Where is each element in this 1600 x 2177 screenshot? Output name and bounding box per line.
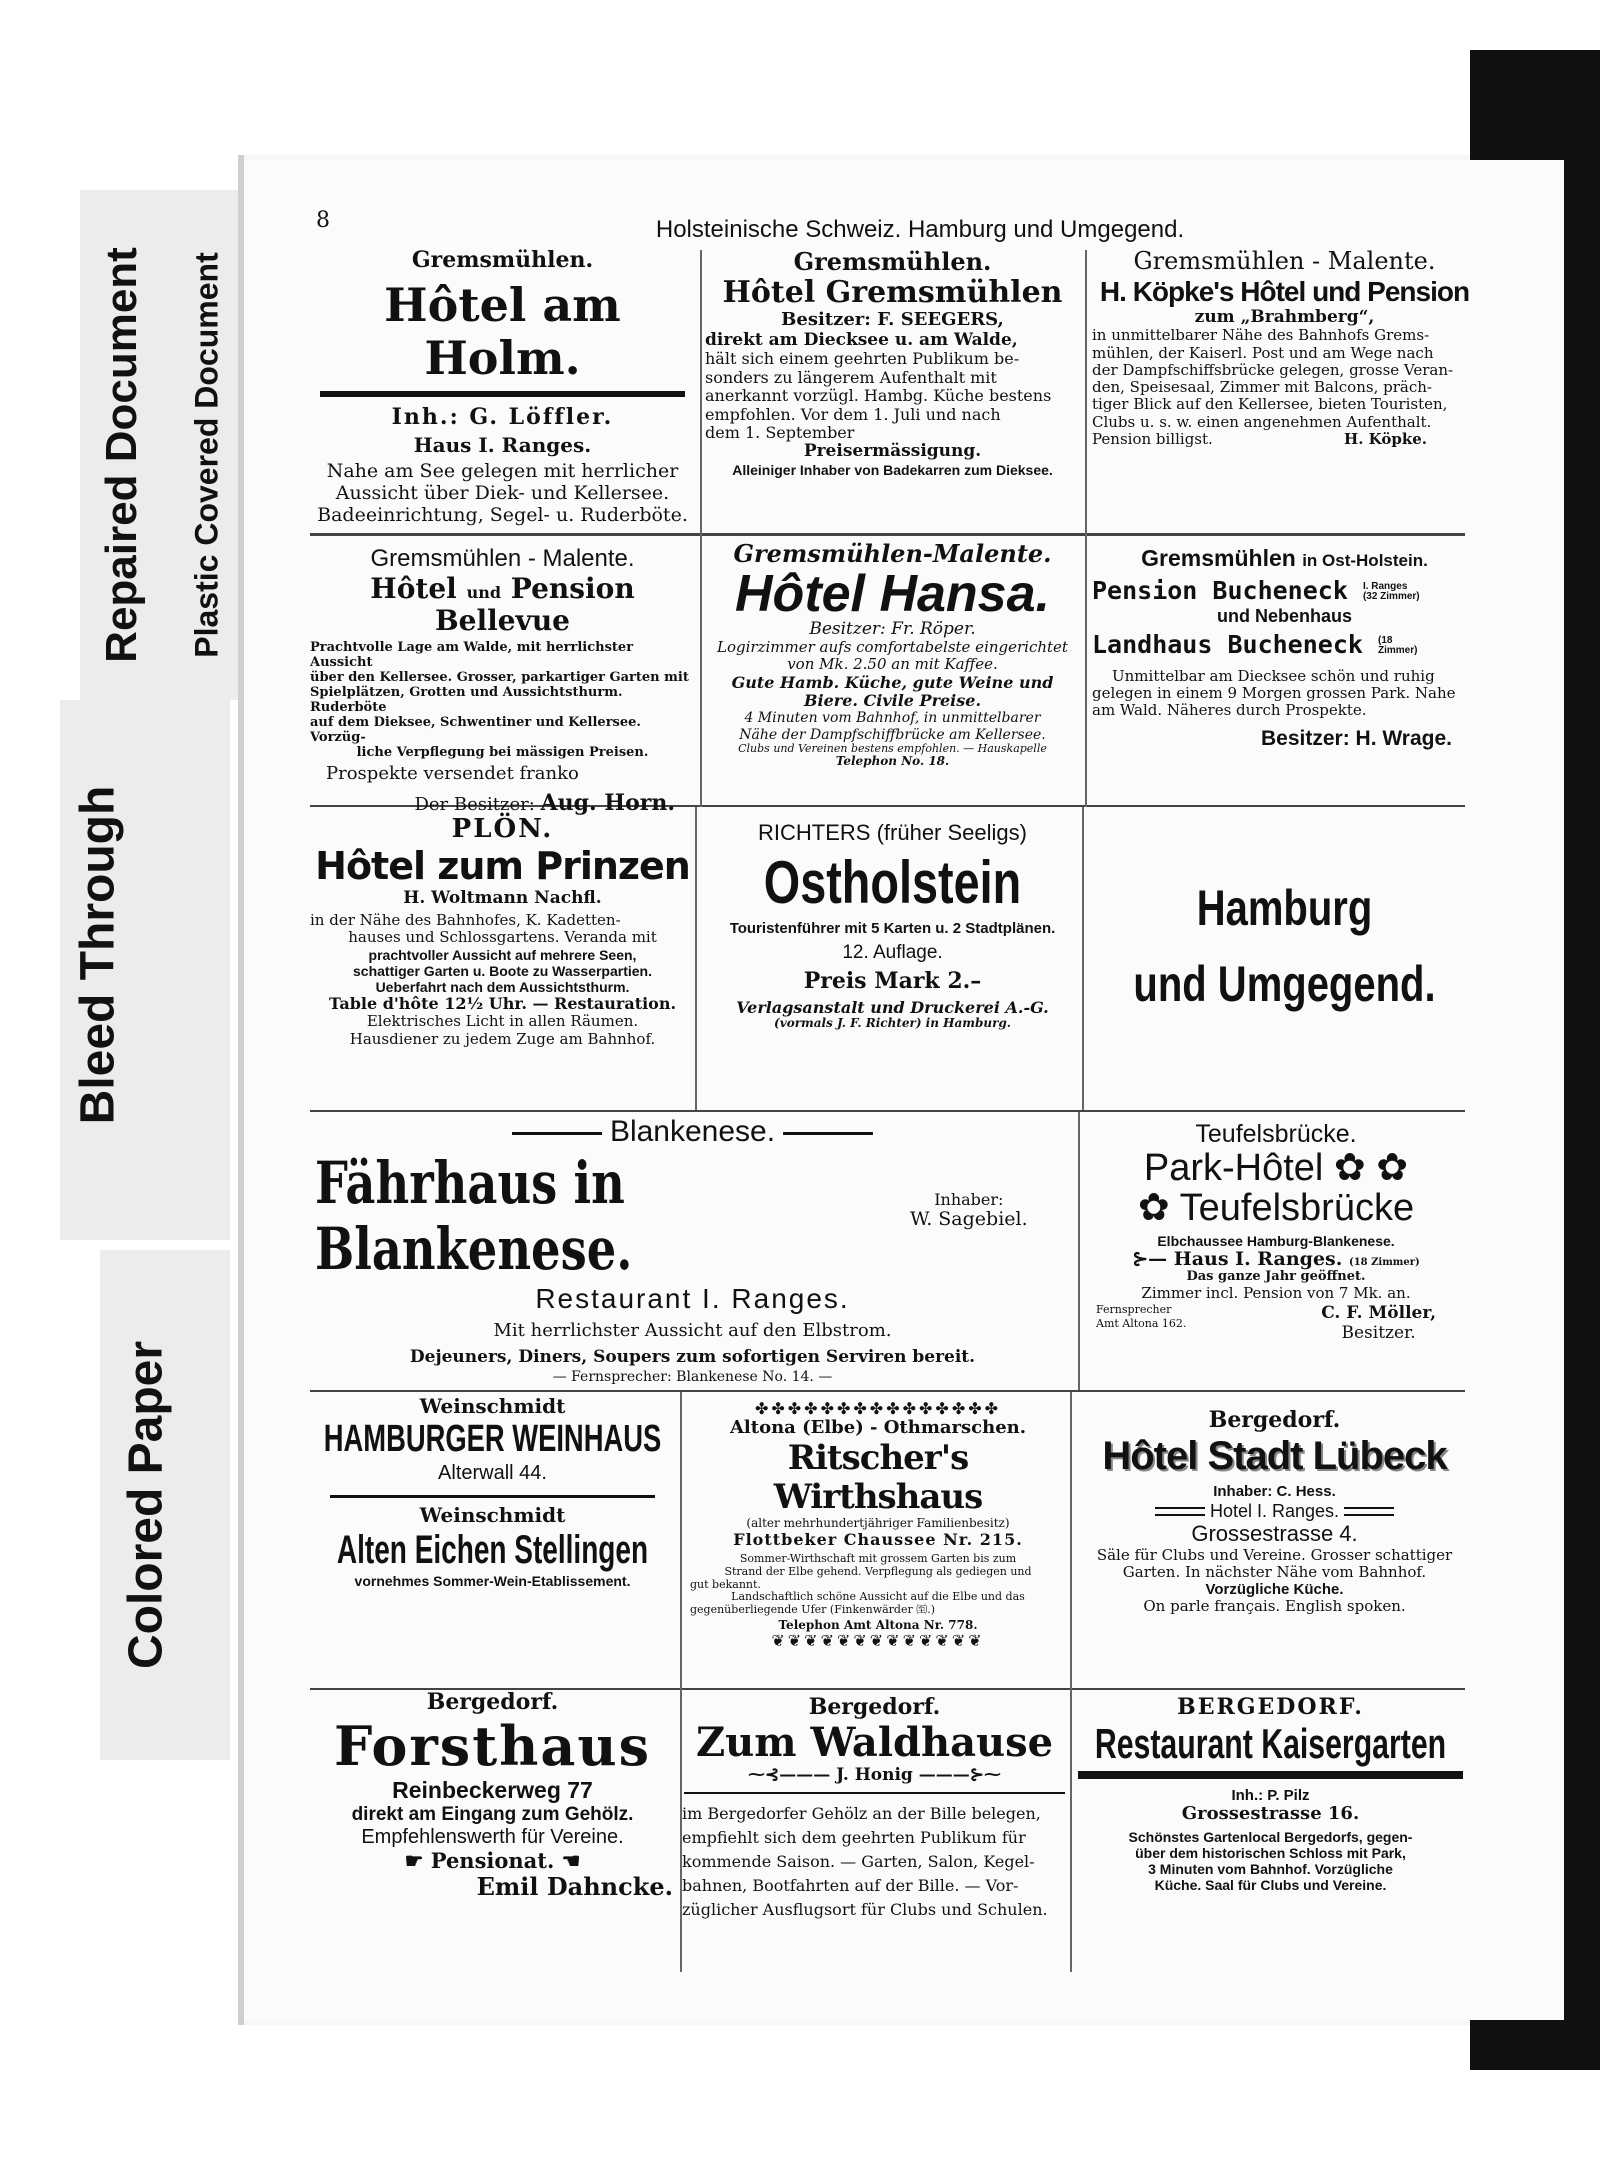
ad-weinschmidt — [310, 1395, 675, 1685]
ad-text: Empfehlenswerth für Vereine. — [361, 1825, 624, 1848]
ad-hamburg-und-umgegend — [1092, 880, 1477, 1080]
ad-text: Das ganze Jahr geöffnet. — [1186, 1269, 1366, 1285]
ornament-icon: ⁓⊰——— — [747, 1765, 831, 1786]
ad-label: Weinschmidt — [419, 1502, 566, 1527]
ad-footer: Telephon No. 18. — [835, 754, 950, 769]
ad-place: Gremsmühlen — [1141, 545, 1296, 571]
ad-text: Dejeuners, Diners, Soupers zum sofortigen Serviren bereit. — [409, 1346, 976, 1367]
ad-place: Gremsmühlen. — [411, 247, 594, 273]
colored-paper-label: Colored Paper — [119, 1340, 173, 1670]
repaired-document-label: Repaired Document — [97, 247, 146, 663]
ad-text: Landschaftlich schöne Aussicht auf die Elbe und das — [731, 1590, 1025, 1604]
ad-hotel-name: Pension Bellevue — [434, 571, 635, 637]
ad-text: in unmittelbarer Nähe des Bahnhofs Grems- — [1092, 326, 1430, 345]
ad-text: Nahe am See gelegen mit herrlicher — [326, 460, 679, 483]
ad-place: BERGEDORF. — [1177, 1694, 1364, 1720]
divider — [700, 250, 702, 807]
ad-name: Alten Eichen Stellingen — [336, 1527, 649, 1572]
ad-text: 4 Minuten vom Bahnhof, in unmittelbarer — [744, 710, 1041, 727]
ad-footer: Alleiniger Inhaber von Badekarren zum Dieksee. — [732, 461, 1053, 478]
ad-text: gelegen in einem 9 Morgen grossen Park. Nahe — [1092, 683, 1456, 702]
ad-text: über dem historischen Schloss mit Park, — [1135, 1844, 1406, 1861]
ad-zum-waldhause — [682, 1695, 1067, 1970]
ad-text: Prachtvolle Lage am Walde, mit herrlichster Aussicht — [310, 639, 634, 670]
ad-table-dhote: Table d'hôte 12½ Uhr. — Restauration. — [328, 993, 677, 1013]
ad-ostholstein-guide — [705, 820, 1080, 1105]
ad-text: Vorzügliche Küche. — [1205, 1581, 1344, 1599]
ad-price: Pension billigst. — [1092, 429, 1213, 448]
ad-text: prachtvoller Aussicht auf mehrere Seen, — [368, 946, 637, 963]
ad-text: mühlen, der Kaiserl. Post und am Wege nach — [1092, 343, 1434, 362]
ad-text: schattiger Garten u. Boote zu Wasserpartien. — [353, 962, 652, 979]
ornament-icon: ✿ ✿ — [1333, 1146, 1409, 1189]
ad-name: HAMBURGER WEINHAUS — [323, 1418, 662, 1460]
ad-place: in Ost-Holstein. — [1302, 551, 1428, 570]
ad-ritschers-wirthshaus — [682, 1400, 1074, 1686]
ad-location: direkt am Eingang zum Gehölz. — [351, 1803, 634, 1825]
ad-place: Bergedorf. — [426, 1689, 559, 1715]
ad-owner: Emil Dahncke. — [476, 1871, 673, 1901]
ad-title: Hamburg — [1196, 880, 1373, 936]
ad-pension-bellevue — [310, 545, 695, 817]
ad-publisher-name: (vormals J. F. Richter) in Hamburg. — [774, 1016, 1011, 1031]
ad-koepke — [1092, 248, 1477, 528]
ad-text: Strand der Elbe gehend. Verpflegung als gediegen und — [724, 1565, 1032, 1579]
ad-price: Preis Mark 2.– — [803, 968, 982, 995]
ad-rooms: (18 Zimmer) — [1348, 1256, 1420, 1268]
ad-text: in der Nähe des Bahnhofes, K. Kadetten- — [310, 911, 621, 930]
ad-text: anerkannt vorzügl. Hambg. Küche bestens — [705, 386, 1052, 406]
ad-owner: Inhaber: C. Hess. — [1213, 1483, 1336, 1501]
ad-subtitle: Touristenführer mit 5 Karten u. 2 Stadtplänen. — [729, 920, 1056, 938]
ad-text: den, Speisesaal, Zimmer mit Balcons, präch- — [1092, 378, 1432, 397]
ad-text: am Wald. Näheres durch Prospekte. — [1092, 701, 1367, 720]
ad-address: Flottbeker Chaussee Nr. 215. — [733, 1530, 1023, 1550]
ad-hotel-gremsmuehlen — [705, 248, 1080, 528]
ad-hotel-name: Hôtel zum Prinzen — [315, 843, 690, 888]
ad-hotel-name: und — [466, 582, 502, 602]
ad-text: Säle für Clubs und Vereine. Grosser schattiger — [1096, 1545, 1453, 1564]
ad-text: und Nebenhaus — [1216, 606, 1352, 627]
ad-note: (18 — [1378, 634, 1393, 646]
ad-hotel-name: Restaurant Kaisergarten — [1094, 1720, 1447, 1768]
ad-hotel-name: Ritscher's Wirthshaus — [773, 1438, 983, 1518]
ad-address: Reinbeckerweg 77 — [392, 1777, 593, 1804]
ad-place: Gremsmühlen. — [793, 247, 992, 276]
ad-text: über den Kellersee. Grosser, parkartiger Garten mit — [310, 669, 689, 685]
ad-hotel-name: Park-Hôtel — [1143, 1146, 1324, 1189]
ad-owner: Besitzer: F. SEEGERS, — [781, 309, 1004, 331]
ad-text: empfiehlt sich dem geehrten Publikum für — [682, 1827, 1026, 1847]
ad-note: (32 Zimmer) — [1362, 591, 1420, 603]
ad-hotel-name: Zum Waldhause — [695, 1719, 1054, 1767]
ad-text: auf dem Dieksee, Schwentiner und Kellersee. Vorzüg- — [310, 714, 641, 745]
ad-text: On parle français. English spoken. — [1143, 1597, 1406, 1616]
ad-hotel-name: Hôtel Stadt Lübeck — [1102, 1434, 1447, 1479]
ad-text: Elbchaussee Hamburg-Blankenese. — [1157, 1232, 1395, 1249]
ad-restaurant-kaisergarten — [1074, 1695, 1467, 1970]
ad-place: Teufelsbrücke. — [1195, 1120, 1357, 1148]
ad-text: Küche. Saal für Clubs und Vereine. — [1154, 1876, 1387, 1893]
ad-text: Aussicht über Diek- und Kellersee. — [335, 482, 670, 505]
ad-signature: H. Köpke. — [1344, 429, 1427, 448]
ad-park-hotel — [1086, 1120, 1466, 1388]
ad-note: Zimmer) — [1378, 644, 1418, 656]
ad-text: züglicher Ausflugsort für Clubs und Schulen. — [682, 1899, 1048, 1919]
ad-owner-title: Besitzer. — [1341, 1323, 1416, 1344]
ad-text: Biere. Civile Preise. — [803, 691, 982, 711]
ad-hotel-name: Forsthaus — [333, 1714, 652, 1779]
ad-owner: Besitzer: Fr. Röper. — [809, 618, 976, 639]
ad-owner: Inh.: G. Löffler. — [391, 404, 614, 431]
divider — [1085, 250, 1087, 807]
ad-text: sonders zu längerem Aufenthalt mit — [705, 367, 997, 387]
ad-address: Grossestrasse 4. — [1191, 1521, 1358, 1547]
ad-title: und Umgegend. — [1133, 955, 1436, 1012]
ad-hotel-name: Hôtel Gremsmühlen — [722, 274, 1063, 310]
ad-text: Gute Hamb. Küche, gute Weine und — [731, 672, 1054, 692]
ad-text: Schönstes Gartenlocal Bergedorfs, gegen- — [1128, 1828, 1413, 1845]
ad-price: Preisermässigung. — [803, 441, 982, 462]
ad-hotel-name: Hôtel am Holm. — [384, 278, 621, 386]
ad-address: Alterwall 44. — [438, 1461, 547, 1484]
page-header: Holsteinische Schweiz. Hamburg und Umgegend. — [655, 216, 1185, 243]
ad-address: Grossestrasse 16. — [1181, 1802, 1360, 1824]
ad-pension-name: Pension Bucheneck — [1092, 576, 1348, 606]
ornament-icon: ⊱— — [1132, 1247, 1168, 1270]
ad-phone: Telephon Amt Altona Nr. 778. — [778, 1617, 978, 1632]
ad-text: bahnen, Bootfahrten auf der Bille. — Vor- — [682, 1875, 1019, 1895]
ad-owner-label: Inhaber: — [934, 1190, 1004, 1209]
ad-pensionat: Pensionat. — [430, 1847, 555, 1873]
ad-hotel-name: Fährhaus in Blankenese. — [315, 1148, 633, 1284]
ad-owner: H. Woltmann Nachfl. — [403, 887, 602, 908]
ad-text: Mit herrlichster Aussicht auf den Elbstrom. — [493, 1320, 892, 1342]
ad-edition: 12. Auflage. — [842, 941, 943, 963]
ad-hotel-zum-prinzen — [310, 815, 695, 1105]
ad-text: Hausdiener zu jedem Zuge am Bahnhof. — [349, 1029, 656, 1048]
ad-text: empfohlen. Vor dem 1. Juli und nach — [705, 404, 1001, 424]
ad-label: Weinschmidt — [419, 1394, 566, 1418]
ornament-icon: ———⊱⁓ — [918, 1765, 1001, 1786]
ad-text: hauses und Schlossgartens. Veranda mit — [348, 928, 657, 947]
ad-prospekte: Prospekte versendet franko — [326, 763, 579, 785]
ad-note: I. Ranges — [1362, 581, 1408, 593]
ad-text: 3 Minuten vom Bahnhof. Vorzügliche — [1148, 1860, 1393, 1877]
ad-owner: Besitzer: H. Wrage. — [1261, 727, 1452, 751]
ad-text: Garten. In nächster Nähe vom Bahnhof. — [1122, 1562, 1427, 1581]
divider — [310, 1390, 1465, 1392]
ad-publisher-name: Verlagsanstalt und Druckerei A.-G. — [736, 997, 1049, 1017]
ornament-icon: ❦❦❦❦❦❦❦❦❦❦❦❦❦ — [771, 1631, 985, 1651]
ad-phone: Fernsprecher — [1096, 1302, 1172, 1316]
ad-text: der Dampfschiffsbrücke gelegen, grosse Veran- — [1092, 360, 1454, 379]
ad-place: Gremsmühlen - Malente. — [1133, 247, 1436, 275]
ad-rank: Haus I. Ranges. — [1173, 1247, 1343, 1270]
ad-footer: Clubs und Vereinen bestens empfohlen. — Hauskapelle — [738, 741, 1047, 755]
ad-rank: Haus I. Ranges. — [413, 433, 592, 458]
ad-text: Ueberfahrt nach dem Aussichtsthurm. — [375, 978, 630, 995]
ornament-icon: ✿ — [1137, 1186, 1170, 1229]
ad-hotel-name: Teufelsbrücke — [1179, 1186, 1415, 1229]
plastic-covered-document-label: Plastic Covered Document — [188, 252, 225, 658]
ad-owner-label: Der Besitzer: — [414, 794, 535, 816]
ad-hotel-name: Hôtel Hansa. — [735, 564, 1050, 623]
ad-phone: Amt Altona 162. — [1096, 1316, 1187, 1330]
divider — [695, 807, 697, 1110]
divider — [1078, 1112, 1080, 1390]
ad-note: (alter mehrhundertjähriger Familienbesitz) — [746, 1516, 1010, 1531]
ad-owner: Aug. Horn. — [540, 790, 675, 817]
ad-text: Elektrisches Licht in allen Räumen. — [366, 1012, 639, 1031]
ad-pension-bucheneck — [1092, 545, 1477, 803]
ad-place: Gremsmühlen - Malente. — [370, 545, 635, 572]
ad-place: Blankenese. — [609, 1115, 776, 1148]
divider — [1082, 807, 1084, 1110]
ad-location: direkt am Diecksee u. am Walde, — [705, 329, 1018, 350]
ad-publisher: RICHTERS (früher Seeligs) — [758, 820, 1027, 845]
ornament-icon: ✤✤✤✤✤✤✤✤✤✤✤✤✤✤✤ — [754, 1399, 1002, 1418]
ad-subtitle: vornehmes Sommer-Wein-Etablissement. — [354, 1572, 631, 1589]
divider — [310, 1110, 1465, 1112]
ad-text: im Bergedorfer Gehölz an der Bille belegen, — [682, 1803, 1041, 1823]
ad-text: gegenüberliegende Ufer (Finkenwärder ㉃.) — [690, 1603, 936, 1617]
ad-place: Bergedorf. — [1208, 1407, 1341, 1433]
ad-hotel-hansa — [705, 540, 1080, 802]
ad-text: kommende Saison. — Garten, Salon, Kegel- — [682, 1851, 1035, 1871]
ad-text: Clubs u. s. w. einen angenehmen Aufenthalt. — [1092, 412, 1432, 431]
ad-phone: Fernsprecher: Blankenese No. 14. — [571, 1369, 814, 1386]
ad-book-title: Ostholstein — [763, 849, 1022, 917]
ad-hotel-stadt-luebeck — [1082, 1408, 1467, 1688]
bleed-through-label: Bleed Through — [71, 785, 125, 1125]
ad-text: von Mk. 2.50 an mit Kaffee. — [787, 655, 998, 674]
ad-owner: W. Sagebiel. — [910, 1208, 1028, 1231]
ad-rank: Restaurant I. Ranges. — [535, 1282, 850, 1314]
ad-forsthaus — [310, 1690, 675, 1970]
ad-owner: C. F. Möller, — [1321, 1302, 1436, 1323]
ad-pension-name: Landhaus Bucheneck — [1092, 629, 1363, 659]
ad-text: Badeeinrichtung, Segel- u. Ruderböte. — [317, 504, 688, 527]
ad-text: Unmittelbar am Diecksee schön und ruhig — [1112, 666, 1435, 685]
ad-hotel-name: Hôtel — [370, 571, 457, 605]
page-number: 8 — [316, 208, 330, 233]
ad-place: Gremsmühlen-Malente. — [733, 539, 1052, 568]
ad-price: Zimmer incl. Pension von 7 Mk. an. — [1141, 1284, 1411, 1303]
ad-place: PLÖN. — [451, 814, 554, 844]
ad-owner: Inh.: P. Pilz — [1231, 1786, 1310, 1804]
pointing-hand-icon: ☚ — [561, 1847, 581, 1873]
ad-text: Nähe der Dampfschiffbrücke am Kellersee. — [739, 726, 1046, 743]
ad-place: Altona (Elbe) - Othmarschen. — [729, 1417, 1027, 1439]
ad-text: hält sich einem geehrten Publikum be- — [705, 349, 1020, 369]
pointing-hand-icon: ☛ — [404, 1847, 424, 1873]
ad-place: Bergedorf. — [808, 1694, 941, 1720]
ad-text: tiger Blick auf den Kellersee, bieten Touristen, — [1092, 395, 1448, 414]
ad-hotel-am-holm — [310, 248, 695, 528]
ad-text: Logirzimmer aufs comfortabelste eingerichtet — [717, 638, 1068, 657]
ad-subtitle: zum „Brahmberg“, — [1194, 306, 1375, 327]
ad-text: Sommer-Wirthschaft mit grossem Garten bis zum — [739, 1552, 1017, 1566]
ad-hotel-name: H. Köpke's Hôtel und Pension — [1099, 275, 1470, 307]
ad-text: liche Verpflegung bei mässigen Preisen. — [356, 744, 649, 760]
ad-text: gut bekannt. — [690, 1577, 761, 1591]
ad-faehrhaus-blankenese: Blankenese. Fährhaus in Blankenese. Inhaber: W. Sagebiel. Restaurant I. Ranges. Mit herrlichster Aussicht auf den Elbstrom. Dejeuners, Diners, Soupers zum sofortigen Serviren bereit. — Fernsprecher: Blankenese No. 14. — — [310, 1115, 1075, 1390]
ad-text: Spielplätzen, Grotten und Aussichtsthurm. Ruderböte — [310, 684, 623, 715]
ad-owner: J. Honig — [836, 1765, 913, 1786]
ad-text: dem 1. September — [705, 422, 855, 442]
ad-rank: Hotel I. Ranges. — [1209, 1500, 1340, 1521]
divider — [310, 533, 1465, 536]
